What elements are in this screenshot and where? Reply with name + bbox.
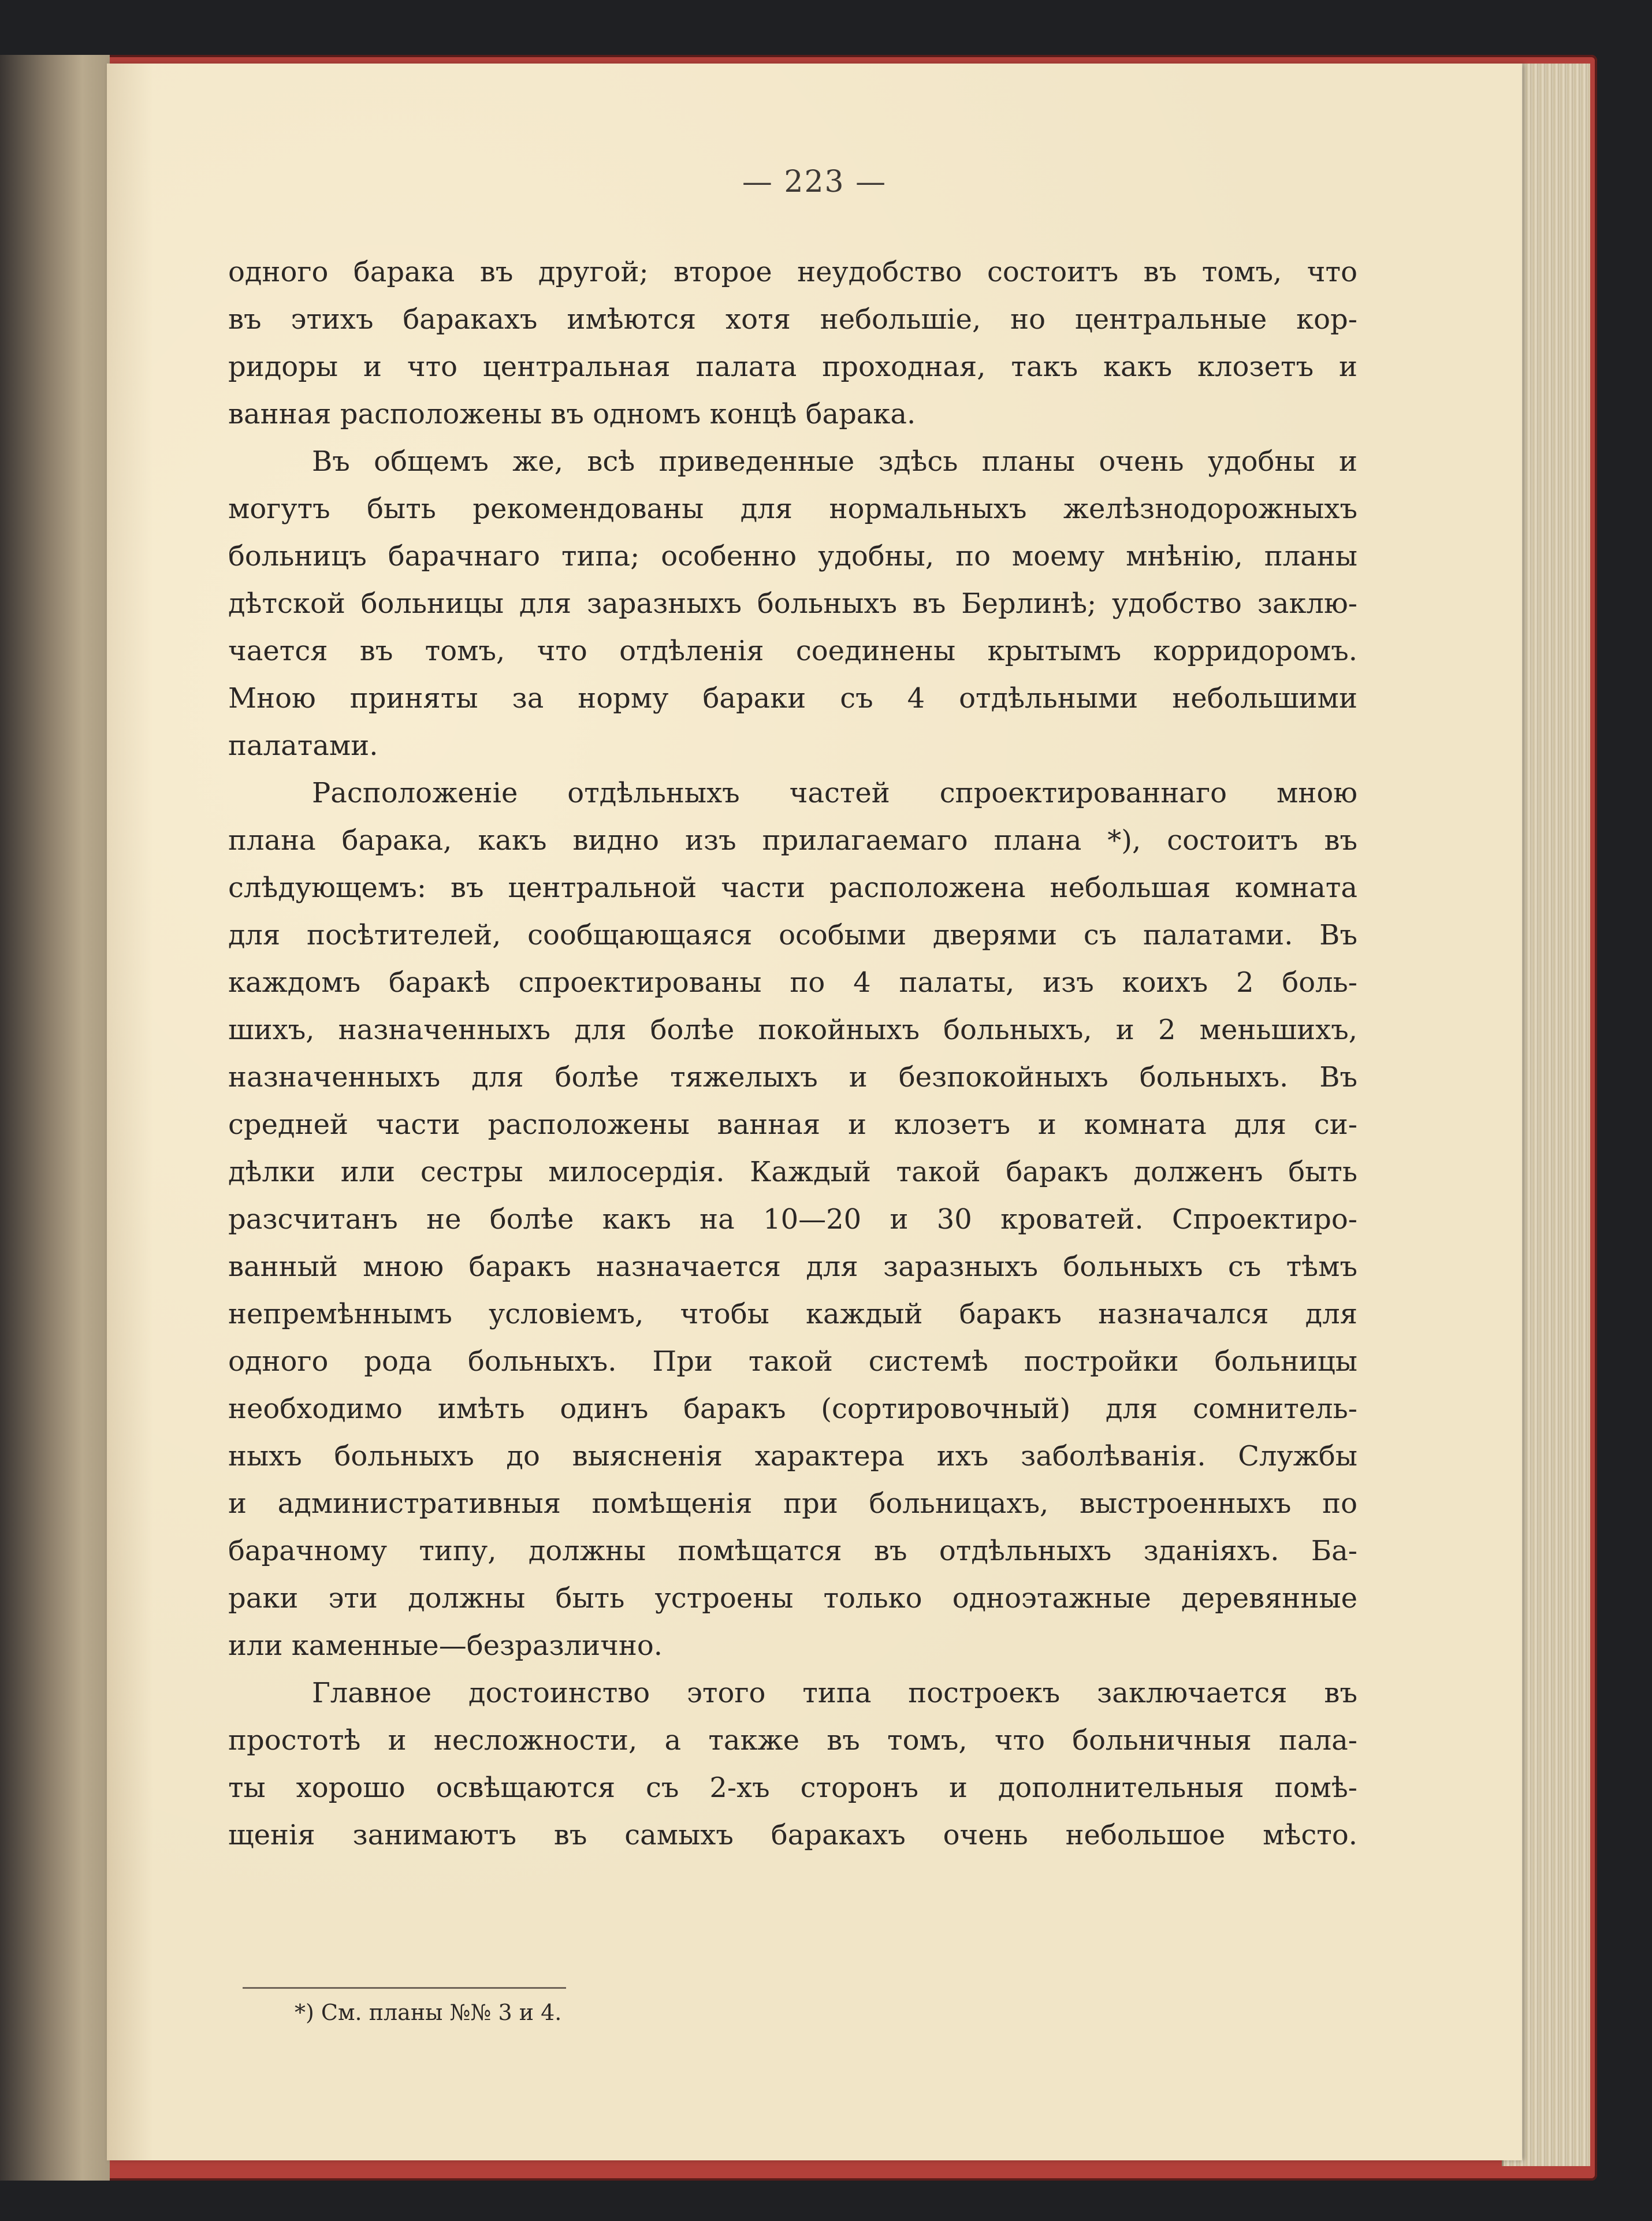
text-line: щенія занимаютъ въ самыхъ баракахъ очень небольшое мѣсто. bbox=[228, 1819, 1357, 1851]
footnote: *) См. планы №№ 3 и 4. bbox=[295, 2000, 562, 2025]
text-line: Главное достоинство этого типа построекъ заключается въ bbox=[312, 1677, 1357, 1709]
text-line: чается въ томъ, что отдѣленія соединены крытымъ корридоромъ. bbox=[228, 635, 1357, 667]
text-line: барачному типу, должны помѣщатся въ отдѣльныхъ зданіяхъ. Ба- bbox=[228, 1535, 1357, 1567]
text-line: ты хорошо освѣщаются съ 2-хъ сторонъ и дополнительныя помѣ- bbox=[228, 1772, 1357, 1804]
text-line: простотѣ и несложности, а также въ томъ, что больничныя пала- bbox=[228, 1724, 1357, 1757]
facing-page-edge bbox=[0, 55, 110, 2181]
text-line: назначенныхъ для болѣе тяжелыхъ и безпокойныхъ больныхъ. Въ bbox=[228, 1061, 1357, 1093]
text-line: необходимо имѣть одинъ баракъ (сортировочный) для сомнитель- bbox=[228, 1393, 1357, 1425]
body-text bbox=[228, 248, 1357, 1859]
text-line: одного рода больныхъ. При такой системѣ постройки больницы bbox=[228, 1345, 1357, 1378]
footnote-rule bbox=[243, 1987, 566, 1989]
text-line: разсчитанъ не болѣе какъ на 10—20 и 30 кроватей. Спроектиро- bbox=[228, 1203, 1357, 1236]
text-line: и административныя помѣщенія при больницахъ, выстроенныхъ по bbox=[228, 1487, 1357, 1520]
text-line: или каменные—безразлично. bbox=[228, 1630, 663, 1662]
text-line: для посѣтителей, сообщающаяся особыми дверями съ палатами. Въ bbox=[228, 919, 1357, 951]
text-line: раки эти должны быть устроены только одноэтажные деревянные bbox=[228, 1582, 1357, 1614]
text-line: могутъ быть рекомендованы для нормальныхъ желѣзнодорожныхъ bbox=[228, 493, 1357, 525]
text-line: Расположеніе отдѣльныхъ частей спроектированнаго мною bbox=[312, 777, 1357, 809]
text-line: ридоры и что центральная палата проходная, такъ какъ клозетъ и bbox=[228, 351, 1357, 383]
text-line: каждомъ баракѣ спроектированы по 4 палаты, изъ коихъ 2 боль- bbox=[228, 966, 1357, 999]
text-line: средней части расположены ванная и клозетъ и комната для си- bbox=[228, 1108, 1357, 1141]
text-line: Мною приняты за норму бараки съ 4 отдѣльными небольшими bbox=[228, 682, 1357, 715]
text-line: Въ общемъ же, всѣ приведенные здѣсь планы очень удобны и bbox=[312, 445, 1357, 478]
text-line: шихъ, назначенныхъ для болѣе покойныхъ больныхъ, и 2 меньшихъ, bbox=[228, 1014, 1357, 1046]
text-line: дѣтской больницы для заразныхъ больныхъ въ Берлинѣ; удобство заклю- bbox=[228, 587, 1357, 620]
text-line: въ этихъ баракахъ имѣются хотя небольшіе, но центральные кор- bbox=[228, 303, 1357, 336]
text-line: одного барака въ другой; второе неудобство состоитъ въ томъ, что bbox=[228, 256, 1357, 288]
text-line: непремѣннымъ условіемъ, чтобы каждый баракъ назначался для bbox=[228, 1298, 1357, 1330]
text-line: ванная расположены въ одномъ концѣ барака. bbox=[228, 398, 916, 430]
book-page bbox=[107, 64, 1522, 2160]
text-line: ванный мною баракъ назначается для заразныхъ больныхъ съ тѣмъ bbox=[228, 1251, 1357, 1283]
text-line: слѣдующемъ: въ центральной части расположена небольшая комната bbox=[228, 872, 1357, 904]
text-line: больницъ барачнаго типа; особенно удобны, по моему мнѣнію, планы bbox=[228, 540, 1357, 572]
text-line: палатами. bbox=[228, 730, 378, 762]
text-line: плана барака, какъ видно изъ прилагаемаго плана *), состоитъ въ bbox=[228, 824, 1357, 857]
page-number: — 223 — bbox=[742, 165, 887, 199]
text-line: дѣлки или сестры милосердія. Каждый такой баракъ долженъ быть bbox=[228, 1156, 1357, 1188]
text-line: ныхъ больныхъ до выясненія характера ихъ заболѣванія. Службы bbox=[228, 1440, 1357, 1472]
